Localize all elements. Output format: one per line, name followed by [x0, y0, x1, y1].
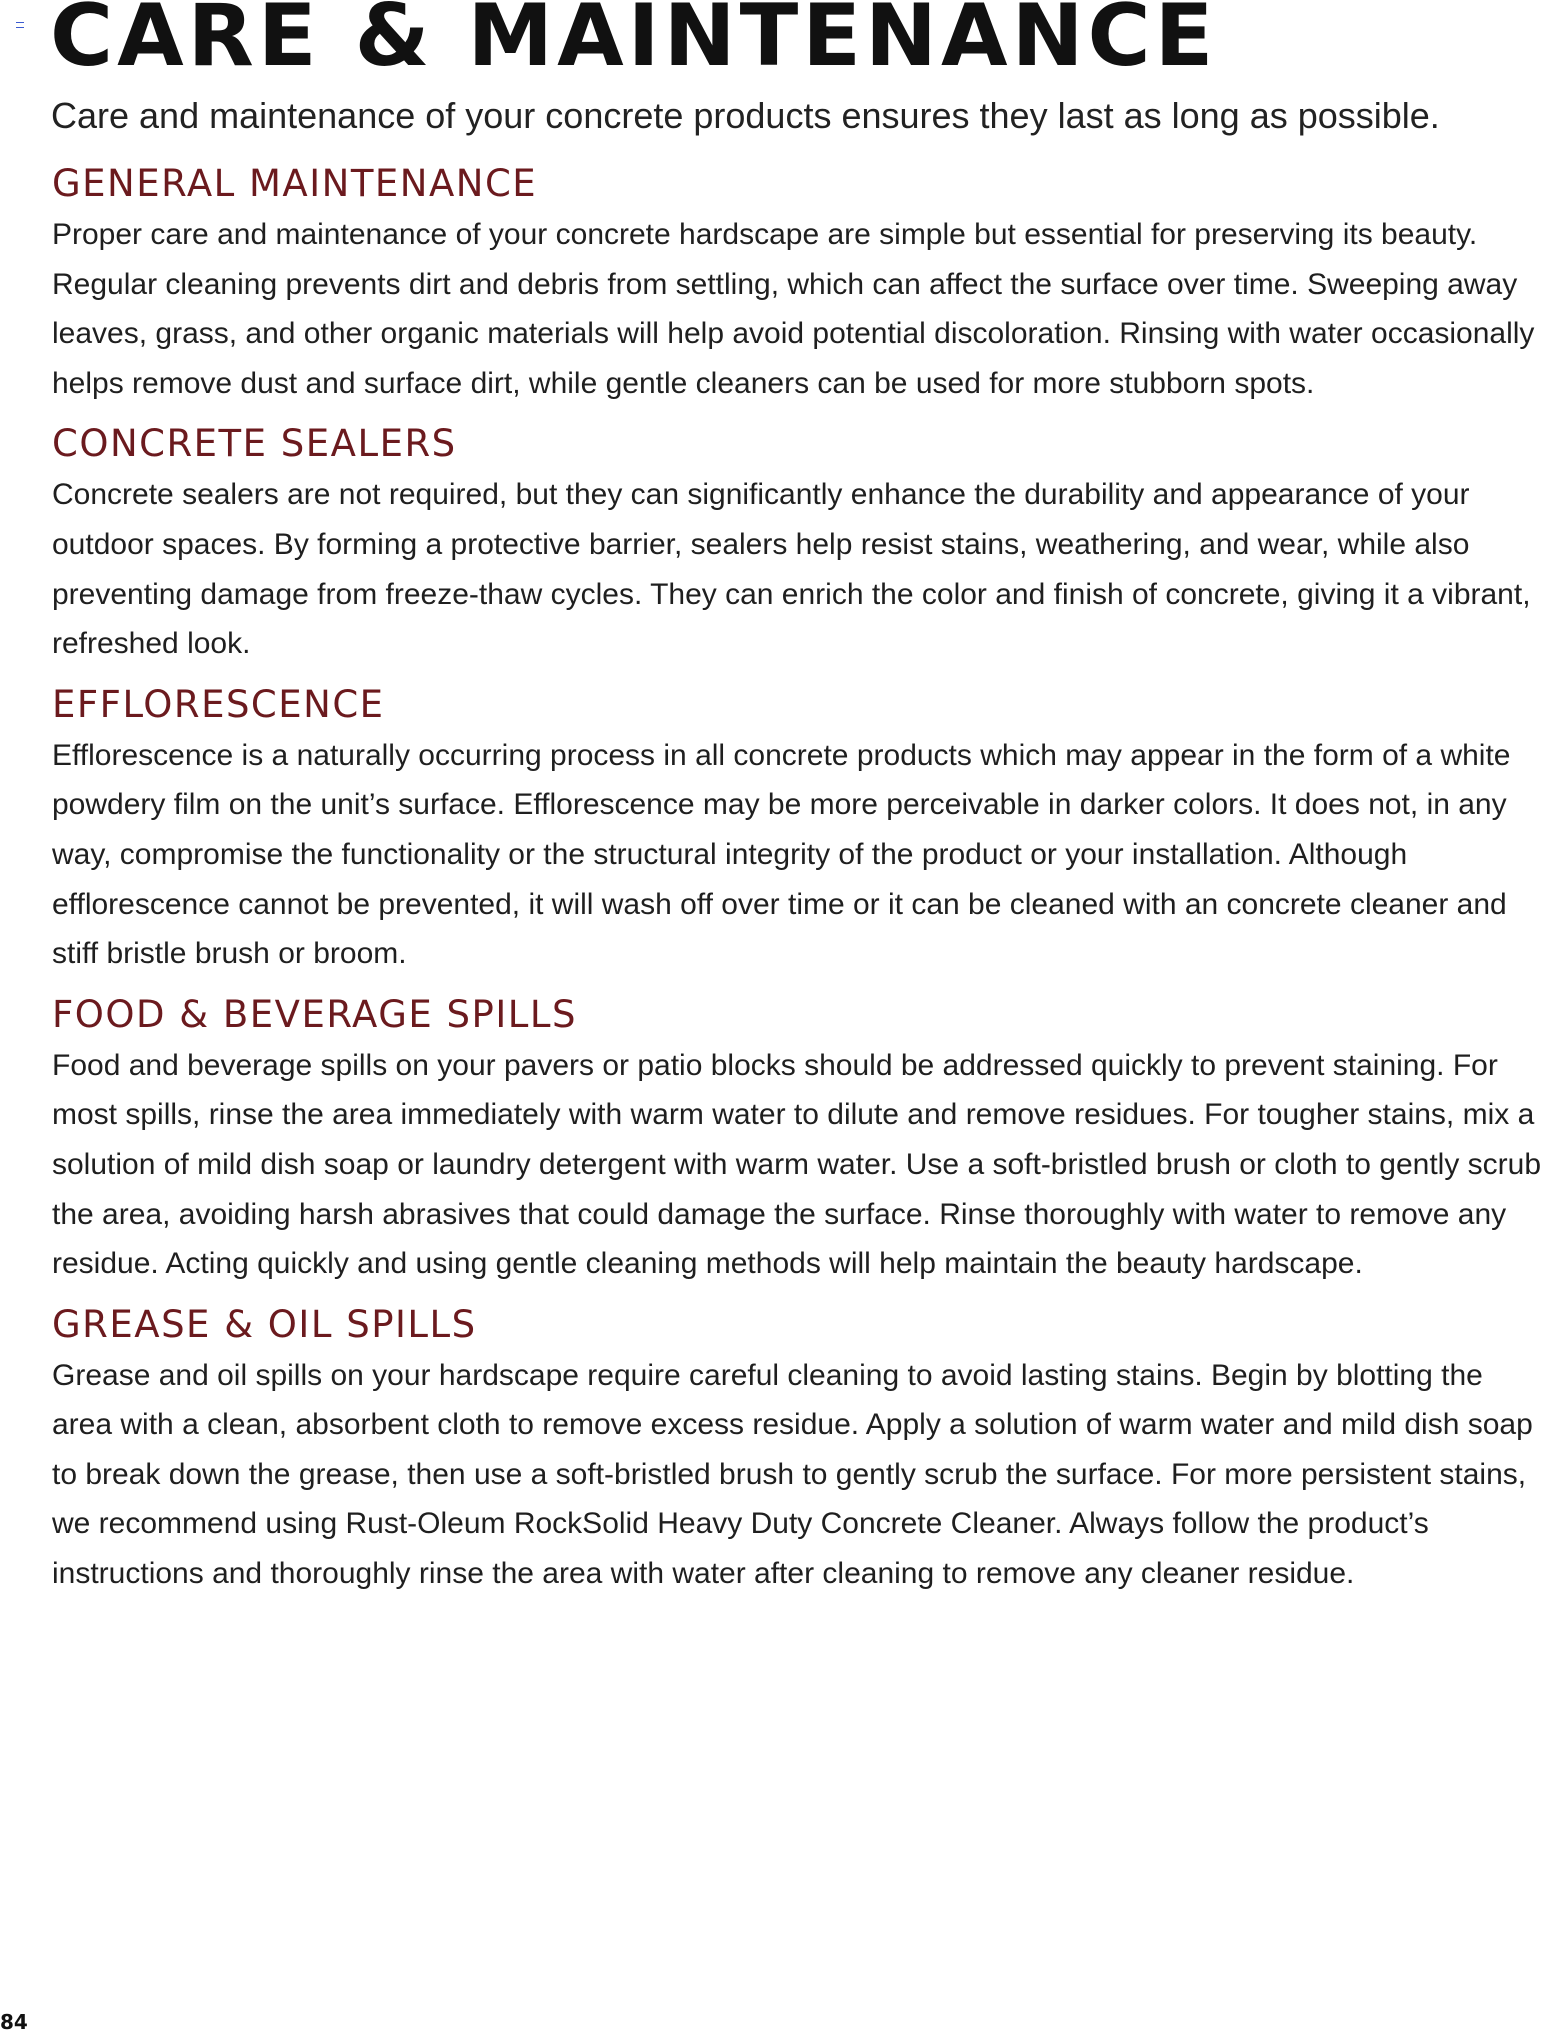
section-heading: GENERAL MAINTENANCE — [52, 162, 538, 205]
content-sections — [52, 158, 1542, 1609]
corner-mark — [16, 22, 24, 28]
section-heading: CONCRETE SEALERS — [52, 422, 457, 466]
section-body: Grease and oil spills on your hardscape require careful cleaning to avoid lasting stains. Begin by blotting the area with a clean, absorbent cloth to remove excess residue. Apply a solution of warm water and mild dish soap to break down the grease, then use a soft-bristled brush to gently scrub the surface. For more persistent stains, we recommend using Rust-Oleum RockSolid Heavy Duty Concrete Cleaner. Always follow the product’s instructions and thoroughly rinse the area with water after cleaning to remove any cleaner residue. — [52, 1358, 1533, 1591]
section-food-beverage-spills — [52, 989, 1542, 1289]
section-body: Concrete sealers are not required, but they can significantly enhance the durability and appearance of your outdoor spaces. By forming a protective barrier, sealers help resist stains, weathering, and wear, while also preventing damage from freeze-thaw cycles. They can enrich the color and finish of concrete, giving it a vibrant, refreshed look. — [52, 478, 1531, 661]
page-number: 84 — [0, 2010, 28, 2034]
section-general-maintenance — [52, 158, 1542, 408]
section-grease-oil-spills — [52, 1299, 1542, 1599]
page-title: CARE & MAINTENANCE — [50, 0, 1218, 86]
intro-text: Care and maintenance of your concrete products ensures they last as long as possible. — [51, 95, 1440, 136]
section-concrete-sealers — [52, 418, 1542, 668]
section-efflorescence — [52, 679, 1542, 979]
section-body: Food and beverage spills on your pavers or patio blocks should be addressed quickly to prevent staining. For most spills, rinse the area immediately with warm water to dilute and remove residues. For tougher stains, mix a solution of mild dish soap or laundry detergent with warm water. Use a soft-bristled brush or cloth to gently scrub the area, avoiding harsh abrasives that could damage the surface. Rinse thoroughly with water to remove any residue. Acting quickly and using gentle cleaning methods will help maintain the beauty hardscape. — [52, 1048, 1542, 1281]
section-heading: FOOD & BEVERAGE SPILLS — [52, 992, 577, 1036]
section-heading: EFFLORESCENCE — [52, 682, 385, 726]
section-heading: GREASE & OIL SPILLS — [52, 1302, 477, 1346]
section-body: Proper care and maintenance of your concrete hardscape are simple but essential for preserving its beauty. Regular cleaning prevents dirt and debris from settling, which can affect the surface over time. Sweeping away leaves, grass, and other organic materials will help avoid potential discoloration. Rinsing with water occasionally helps remove dust and surface dirt, while gentle cleaners can be used for more stubborn spots. — [52, 218, 1535, 400]
section-body: Efflorescence is a naturally occurring process in all concrete products which may appear in the form of a white powdery film on the unit’s surface. Efflorescence may be more perceivable in darker colors. It does not, in any way, compromise the functionality or the structural integrity of the product or your installation. Although efflorescence cannot be prevented, it will wash off over time or it can be cleaned with an concrete cleaner and stiff bristle brush or broom. — [52, 738, 1511, 971]
